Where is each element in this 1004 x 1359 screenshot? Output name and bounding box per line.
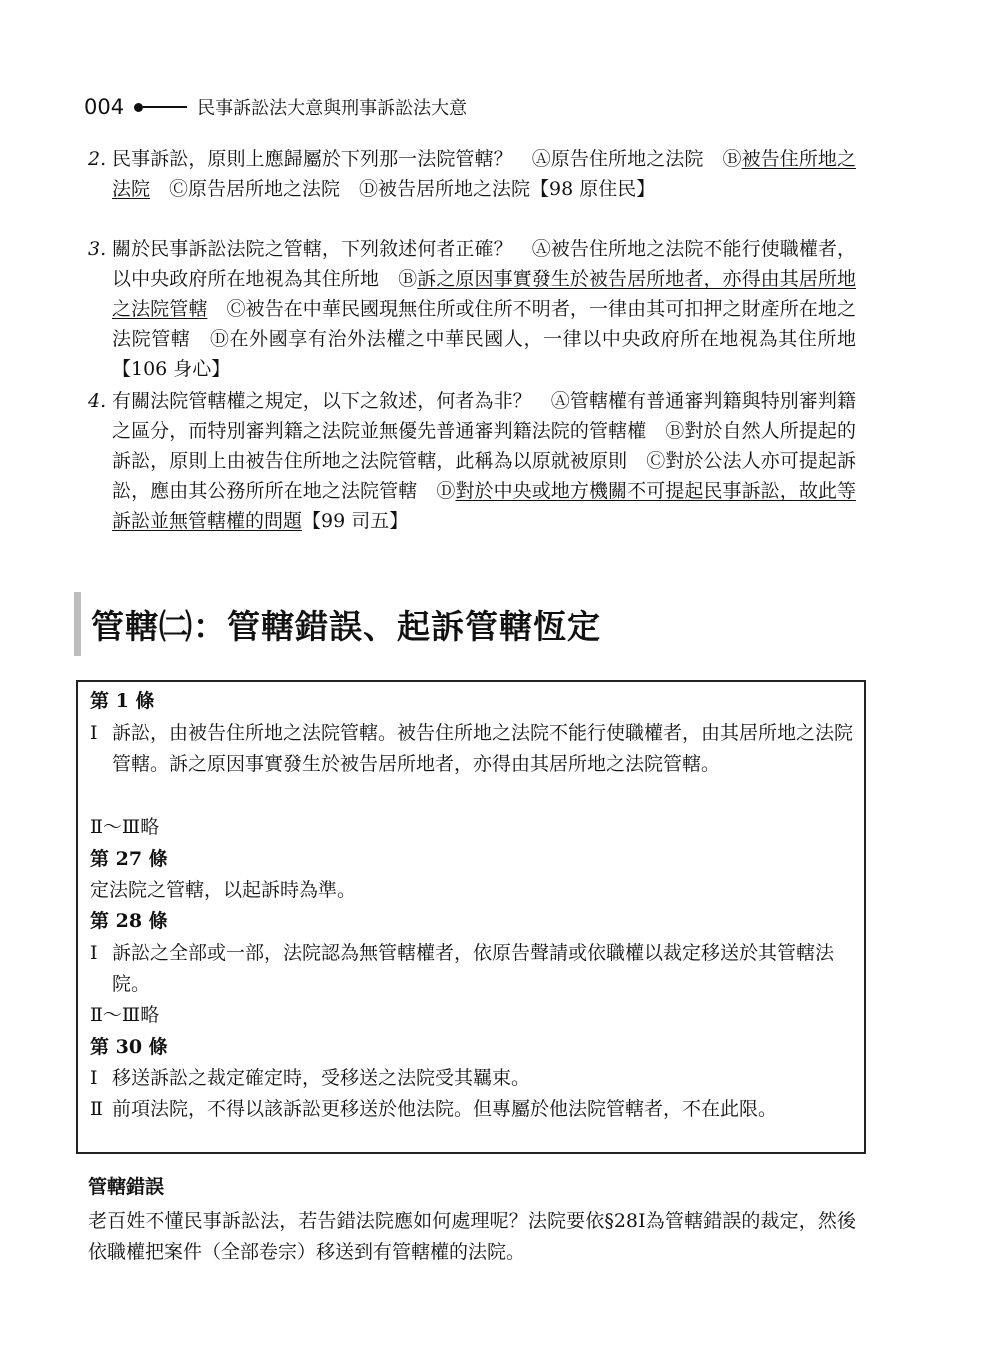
section-title: 管轄㈡：管轄錯誤、起訴管轄恆定 [91, 606, 601, 646]
paragraph-text: 移送訴訟之裁定確定時，受移送之法院受其羈束。 [112, 1067, 531, 1089]
header-bullet-icon [134, 103, 143, 112]
book-title: 民事訴訟法大意與刑事訴訟法大意 [197, 98, 468, 119]
paragraph-text: 前項法院，不得以該訴訟更移送於他法院。但專屬於他法院管轄者，不在此限。 [112, 1098, 778, 1120]
article-title: 第 1 條 [90, 690, 155, 712]
article-paragraph [90, 938, 858, 1000]
question-text: 有關法院管轄權之規定，以下之敘述，何者為非？ Ⓐ管轄權有普通審判籍與特別審判籍之區分，而特別審判籍之法院並無優先普通審判籍法院的管轄權 Ⓑ對於自然人所提起的訴訟，原則上由被告住所地之法院管轄，此稱為以原就被原則 Ⓒ對於公法人亦可提起訴訟，應由其公務所所在地之法院管轄 Ⓓ [112, 390, 856, 502]
note-heading: 管轄錯誤 [88, 1176, 165, 1198]
question-text: 關於民事訴訟法院之管轄，下列敘述何者正確？ Ⓐ被告住所地之法院不能行使職權者，以中央政府所在地視為其住所地 Ⓑ [112, 238, 856, 290]
paragraph-text: 訴訟，由被告住所地之法院管轄。被告住所地之法院不能行使職權者，由其居所地之法院管轄。訴之原因事實發生於被告居所地者，亦得由其居所地之法院管轄。 [112, 722, 854, 775]
question-text-end: Ⓒ被告在中華民國現無住所或住所不明者，一律由其可扣押之財產所在地之法院管轄 Ⓓ在外國享有治外法權之中華民國人，一律以中央政府所在地視為其住所地【106 身心】 [112, 298, 856, 380]
article-title: 第 27 條 [90, 848, 168, 870]
note-text: 老百姓不懂民事訴訟法，若告錯法院應如何處理呢？法院要依§28Ⅰ為管轄錯誤的裁定，然後依職權把案件（全部卷宗）移送到有管轄權的法院。 [88, 1210, 856, 1263]
section-heading [74, 592, 601, 656]
article-title: 第 28 條 [90, 910, 168, 932]
question-number: 2. [88, 148, 107, 170]
correct-answer: 對於中央或地方機關不可提起民事訴訟，故此等訴訟並無管轄權的問題 [112, 480, 856, 532]
article-paragraph [90, 1094, 858, 1125]
correct-answer: 被告住所地之法院 [112, 148, 856, 200]
paragraph-mark: Ⅰ [90, 722, 98, 744]
correct-answer: 訴之原因事實發生於被告居所地者，亦得由其居所地之法院管轄 [112, 268, 856, 320]
article-paragraph [90, 718, 858, 780]
article-title: 第 30 條 [90, 1036, 168, 1058]
paragraph-mark: Ⅱ [90, 1098, 103, 1120]
question-body [88, 386, 856, 536]
article-text: 定法院之管轄，以起訴時為準。 [90, 879, 357, 901]
question-text: 民事訴訟，原則上應歸屬於下列那一法院管轄？ Ⓐ原告住所地之法院 Ⓑ [112, 148, 742, 170]
article-omitted: Ⅱ～Ⅲ略 [90, 816, 160, 838]
article-paragraph [90, 1063, 858, 1094]
question-number: 4. [88, 390, 107, 412]
question-body [88, 144, 856, 204]
question-body [88, 234, 856, 384]
article-omitted: Ⅱ～Ⅲ略 [90, 1004, 160, 1026]
header-rule [143, 106, 187, 108]
running-header [84, 92, 467, 122]
statute-box [76, 680, 866, 1154]
section-bar [74, 592, 81, 656]
question-text-end: 【99 司五】 [302, 510, 409, 532]
paragraph-text: 訴訟之全部或一部，法院認為無管轄權者，依原告聲請或依職權以裁定移送於其管轄法院。 [112, 942, 835, 995]
paragraph-mark: Ⅰ [90, 1067, 98, 1089]
question-4 [88, 386, 856, 536]
page-number: 004 [84, 95, 125, 119]
question-3 [88, 234, 856, 384]
question-number: 3. [88, 238, 107, 260]
question-text-end: Ⓒ原告居所地之法院 Ⓓ被告居所地之法院【98 原住民】 [150, 178, 656, 200]
paragraph-mark: Ⅰ [90, 942, 98, 964]
question-2 [88, 144, 856, 204]
